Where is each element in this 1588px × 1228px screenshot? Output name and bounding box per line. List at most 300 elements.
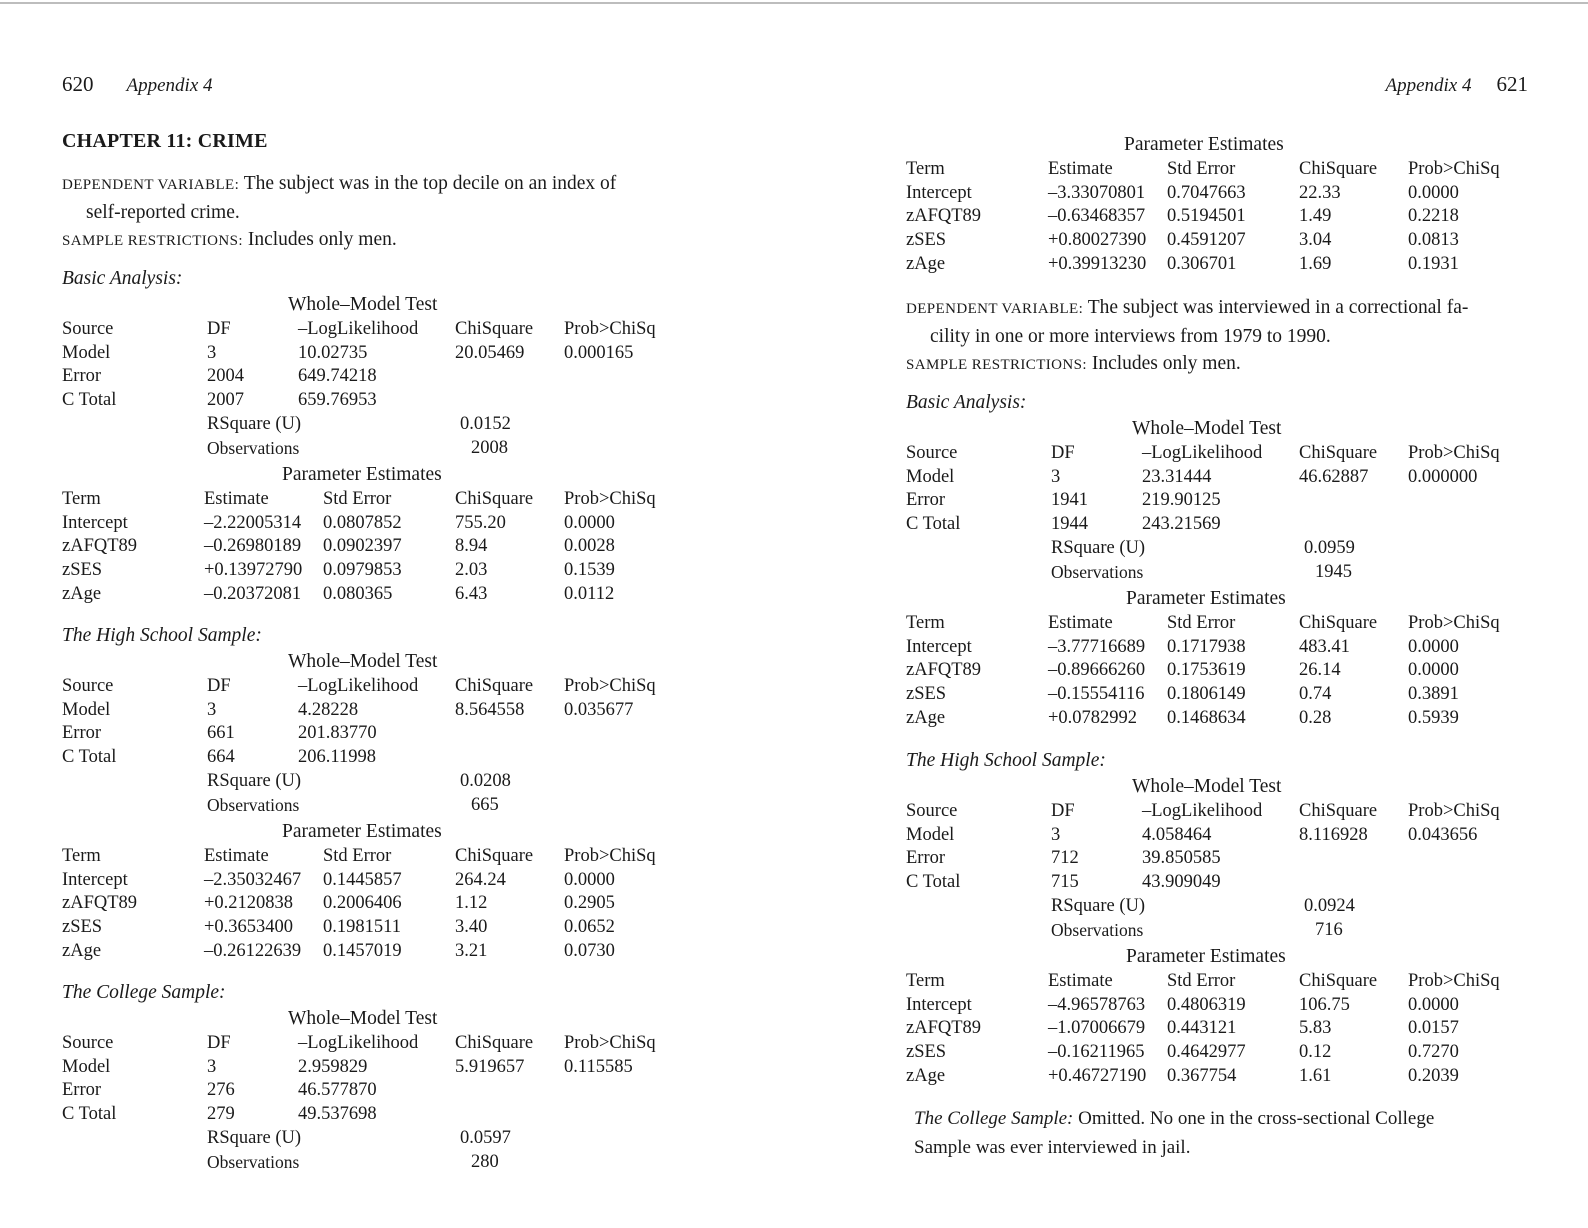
pe-row: [906, 1042, 1546, 1066]
pe-row-cell: –2.22005314: [204, 512, 302, 533]
parameter-estimates-title: Parameter Estimates: [282, 464, 442, 486]
pe-row-cell: 0.0000: [564, 512, 615, 533]
pe-header-row-cell: ChiSquare: [1299, 970, 1378, 991]
pe-row-cell: –3.33070801: [1048, 182, 1146, 203]
rsquare-value: 0.0959: [1304, 537, 1355, 558]
pe-row-cell: zAge: [906, 1065, 946, 1086]
page-number: 620: [62, 72, 94, 96]
sample-restrictions-text: Includes only men.: [1091, 353, 1241, 374]
wm-row-cell: 661: [207, 723, 235, 744]
pe-row-cell: Intercept: [62, 512, 128, 533]
pe-row-cell: 0.7270: [1408, 1042, 1459, 1062]
pe-header-row-cell: Estimate: [204, 845, 269, 866]
wm-header-row-cell: DF: [207, 319, 231, 339]
pe-header-row-cell: Estimate: [1048, 612, 1113, 633]
parameter-estimates-title: Parameter Estimates: [282, 821, 442, 843]
wm-row: [906, 872, 1546, 896]
whole-model-test-title: Whole–Model Test: [288, 1008, 438, 1029]
college-note-title: The College Sample:: [914, 1108, 1074, 1129]
pe-row-cell: Intercept: [62, 869, 128, 890]
pe-row-cell: –0.89666260: [1048, 660, 1146, 681]
pe-header-row: [906, 159, 1546, 183]
pe-row-cell: zSES: [906, 1042, 947, 1062]
pe-row-cell: 0.1931: [1408, 253, 1459, 274]
wm-row-cell: Error: [62, 366, 102, 387]
whole-model-test-title: Whole–Model Test: [288, 294, 438, 315]
pe-row-cell: 0.0028: [564, 536, 615, 557]
wm-header-row-cell: Source: [62, 1033, 114, 1053]
section-title: Basic Analysis:: [906, 392, 1027, 413]
pe-row-cell: 0.5939: [1408, 707, 1459, 728]
pe-row-cell: –0.26980189: [204, 536, 302, 557]
rsquare-value: 0.0152: [460, 413, 511, 434]
wm-header-row: [62, 1033, 702, 1057]
pe-row-cell: 0.3891: [1408, 684, 1459, 704]
pe-row-cell: zSES: [906, 230, 947, 251]
pe-row: [62, 560, 702, 584]
college-note-text: Omitted. No one in the cross-sectional College: [1078, 1108, 1435, 1129]
pe-row-cell: zAge: [62, 940, 102, 961]
right-page: [906, 0, 1536, 1228]
pe-header-row: [62, 846, 702, 870]
pe-row-cell: –0.16211965: [1048, 1042, 1145, 1062]
pe-row-cell: 0.080365: [323, 583, 393, 604]
rsquare-row: [906, 538, 1546, 562]
pe-row-cell: 264.24: [455, 869, 506, 890]
observations-value: 1945: [1315, 561, 1352, 582]
pe-row-cell: 0.4806319: [1167, 994, 1246, 1015]
pe-row-cell: 755.20: [455, 512, 506, 533]
wm-row-cell: 4.058464: [1142, 824, 1212, 845]
pe-row-cell: 0.1539: [564, 560, 615, 580]
wm-row-cell: 8.564558: [455, 699, 525, 720]
wm-header-row-cell: –LogLikelihood: [298, 1033, 419, 1053]
wm-row-cell: Error: [906, 848, 946, 869]
pe-header-row-cell: ChiSquare: [1299, 612, 1378, 633]
wm-row-cell: 46.62887: [1299, 466, 1369, 487]
pe-row: [62, 917, 702, 941]
pe-row: [906, 1018, 1546, 1042]
wm-row-cell: Model: [62, 699, 111, 720]
pe-header-row: [906, 971, 1546, 995]
wm-row-cell: 2004: [207, 366, 244, 387]
wm-row-cell: C Total: [906, 514, 961, 535]
pe-row-cell: 0.2039: [1408, 1065, 1459, 1086]
pe-row-cell: –1.07006679: [1048, 1018, 1146, 1039]
pe-row-cell: 0.0807852: [323, 512, 402, 533]
pe-row-cell: 0.5194501: [1167, 206, 1246, 227]
pe-row-cell: 6.43: [455, 583, 488, 604]
wm-row: [62, 747, 702, 771]
pe-row: [906, 708, 1546, 732]
section-title: The High School Sample:: [62, 625, 262, 646]
pe-row-cell: 0.0730: [564, 940, 615, 961]
pe-header-row-cell: Estimate: [204, 488, 269, 509]
pe-header-row-cell: Term: [62, 488, 101, 509]
wm-row-cell: 219.90125: [1142, 490, 1221, 511]
pe-row: [62, 870, 702, 894]
pe-row: [62, 893, 702, 917]
wm-header-row-cell: ChiSquare: [455, 676, 534, 696]
wm-row: [906, 825, 1546, 849]
pe-row-cell: 0.0112: [564, 583, 615, 604]
pe-header-row-cell: Prob>ChiSq: [564, 845, 656, 866]
dependent-variable-text-cont: cility in one or more interviews from 1979 to 1990.: [930, 326, 1331, 347]
wm-row-cell: C Total: [62, 747, 117, 768]
wm-row-cell: 664: [207, 747, 235, 768]
pe-row: [906, 660, 1546, 684]
pe-header-row-cell: Estimate: [1048, 970, 1113, 991]
dependent-variable-text: The subject was interviewed in a correctional fa-: [1087, 297, 1469, 318]
pe-row: [906, 637, 1546, 661]
pe-header-row-cell: Std Error: [323, 488, 392, 509]
wm-row-cell: 712: [1051, 848, 1079, 869]
pe-row: [906, 206, 1546, 230]
pe-row-cell: –0.15554116: [1048, 684, 1145, 704]
pe-row-cell: Intercept: [906, 636, 972, 657]
pe-row-cell: 5.83: [1299, 1018, 1332, 1039]
pe-row-cell: 0.1445857: [323, 869, 402, 890]
pe-row: [906, 684, 1546, 708]
pe-row-cell: zAFQT89: [906, 206, 982, 227]
pe-header-row: [906, 613, 1546, 637]
wm-header-row-cell: Source: [906, 443, 958, 463]
pe-header-row-cell: Prob>ChiSq: [1408, 159, 1500, 179]
pe-row-cell: 0.1468634: [1167, 707, 1246, 728]
pe-row-cell: 1.49: [1299, 206, 1332, 227]
sample-restrictions-label: SAMPLE RESTRICTIONS:: [62, 233, 243, 249]
observations-label: Observations: [207, 1151, 300, 1172]
pe-header-row-cell: Term: [62, 845, 101, 866]
rsquare-label: RSquare (U): [1051, 537, 1146, 558]
pe-row: [906, 183, 1546, 207]
wm-header-row-cell: ChiSquare: [455, 319, 534, 339]
rsquare-row: [62, 1128, 702, 1152]
wm-row: [62, 1080, 702, 1104]
pe-row-cell: 3.21: [455, 940, 488, 961]
pe-row-cell: zAge: [906, 253, 946, 274]
dependent-variable-text-cont: self-reported crime.: [86, 202, 240, 223]
pe-header-row-cell: ChiSquare: [1299, 159, 1378, 179]
pe-row-cell: 8.94: [455, 536, 488, 557]
parameter-estimates-title: Parameter Estimates: [1126, 588, 1286, 610]
wm-header-row-cell: Prob>ChiSq: [564, 319, 656, 339]
wm-header-row: [62, 676, 702, 700]
wm-header-row-cell: ChiSquare: [455, 1033, 534, 1053]
pe-row-cell: Intercept: [906, 994, 972, 1015]
pe-row-cell: 3.04: [1299, 230, 1332, 251]
pe-row-cell: +0.39913230: [1048, 253, 1147, 274]
wm-row-cell: 46.577870: [298, 1080, 377, 1101]
wm-header-row-cell: –LogLikelihood: [298, 676, 419, 696]
wm-row-cell: 201.83770: [298, 723, 377, 744]
pe-row: [906, 230, 1546, 254]
observations-value: 2008: [471, 437, 508, 458]
pe-header-row-cell: Std Error: [1167, 612, 1236, 633]
wm-row-cell: 43.909049: [1142, 872, 1221, 893]
pe-row-cell: 1.69: [1299, 253, 1332, 274]
wm-row-cell: 649.74218: [298, 366, 377, 387]
pe-row-cell: –0.26122639: [204, 940, 302, 961]
pe-header-row-cell: Std Error: [323, 845, 392, 866]
sample-restrictions-text: Includes only men.: [247, 229, 397, 250]
wm-header-row-cell: Prob>ChiSq: [1408, 443, 1500, 463]
pe-row-cell: zSES: [906, 684, 947, 704]
rsquare-row: [62, 771, 702, 795]
wm-header-row-cell: DF: [207, 676, 231, 696]
wm-row-cell: 5.919657: [455, 1056, 525, 1077]
wm-row-cell: 206.11998: [298, 747, 376, 768]
wm-row-cell: 3: [207, 342, 217, 363]
parameter-estimates-title: Parameter Estimates: [1124, 134, 1284, 155]
wm-header-row-cell: Source: [62, 319, 114, 339]
observations-row: [62, 1152, 702, 1176]
pe-row-cell: 0.306701: [1167, 253, 1237, 274]
pe-row-cell: zAFQT89: [62, 893, 138, 914]
wm-row-cell: 3: [207, 699, 217, 720]
wm-header-row-cell: Prob>ChiSq: [564, 1033, 656, 1053]
pe-header-row-cell: Term: [906, 159, 945, 179]
wm-row: [62, 700, 702, 724]
wm-header-row-cell: Source: [906, 801, 958, 821]
pe-row-cell: +0.13972790: [204, 560, 303, 580]
rsquare-value: 0.0924: [1304, 895, 1355, 916]
pe-row-cell: +0.0782992: [1048, 707, 1138, 728]
observations-row: [62, 438, 702, 462]
pe-header-row-cell: Term: [906, 612, 945, 633]
section-title: The High School Sample:: [906, 750, 1106, 771]
pe-header-row-cell: Term: [906, 970, 945, 991]
pe-row-cell: zAge: [906, 707, 946, 728]
wm-row-cell: Model: [62, 342, 111, 363]
pe-row-cell: zSES: [62, 560, 103, 580]
chapter-title: CHAPTER 11: CRIME: [62, 130, 268, 152]
wm-row: [906, 467, 1546, 491]
wm-header-row-cell: Prob>ChiSq: [564, 676, 656, 696]
running-head: Appendix 4: [1385, 75, 1472, 96]
wm-row-cell: 10.02735: [298, 342, 368, 363]
pe-row-cell: 0.0813: [1408, 230, 1459, 251]
wm-row: [62, 723, 702, 747]
wm-row-cell: C Total: [906, 872, 961, 893]
pe-row-cell: 0.0000: [1408, 994, 1459, 1015]
pe-row-cell: zAFQT89: [906, 1018, 982, 1039]
pe-row-cell: 2.03: [455, 560, 488, 580]
wm-row: [906, 848, 1546, 872]
dependent-variable-label: DEPENDENT VARIABLE:: [62, 177, 240, 193]
pe-row-cell: +0.2120838: [204, 893, 294, 914]
pe-row-cell: 0.0902397: [323, 536, 402, 557]
dependent-variable-paragraph: [906, 294, 1468, 351]
pe-row-cell: 0.1457019: [323, 940, 402, 961]
pe-row-cell: 1.61: [1299, 1065, 1332, 1086]
wm-row-cell: 3: [1051, 466, 1061, 487]
pe-row-cell: zAge: [62, 583, 102, 604]
pe-row-cell: 0.0000: [1408, 660, 1459, 681]
pe-row-cell: 0.1717938: [1167, 636, 1246, 657]
pe-row: [906, 1066, 1546, 1090]
wm-row: [62, 1104, 702, 1128]
pe-header-row-cell: Prob>ChiSq: [1408, 612, 1500, 633]
wm-row-cell: 3: [1051, 824, 1061, 845]
wm-row-cell: 0.043656: [1408, 824, 1478, 845]
pe-row-cell: 0.1981511: [323, 917, 401, 937]
pe-row: [906, 995, 1546, 1019]
pe-row-cell: 0.0979853: [323, 560, 402, 580]
wm-row-cell: 276: [207, 1080, 235, 1101]
wm-header-row-cell: –LogLikelihood: [298, 319, 419, 339]
pe-row-cell: +0.3653400: [204, 917, 294, 937]
pe-row: [62, 584, 702, 608]
wm-row-cell: 8.116928: [1299, 824, 1368, 845]
observations-label: Observations: [207, 437, 300, 458]
pe-row-cell: zSES: [62, 917, 103, 937]
wm-row-cell: C Total: [62, 390, 117, 411]
pe-row-cell: 0.0652: [564, 917, 615, 937]
pe-row: [62, 536, 702, 560]
wm-header-row-cell: DF: [1051, 443, 1075, 463]
pe-row-cell: –2.35032467: [204, 869, 302, 890]
observations-value: 280: [471, 1151, 499, 1172]
wm-row-cell: 1944: [1051, 514, 1088, 535]
left-page-header: [62, 72, 213, 97]
pe-header-row: [62, 489, 702, 513]
dependent-variable-label: DEPENDENT VARIABLE:: [906, 301, 1084, 317]
dependent-variable-text: The subject was in the top decile on an index of: [243, 173, 617, 194]
wm-row-cell: 715: [1051, 872, 1079, 893]
wm-header-row: [906, 443, 1546, 467]
pe-row-cell: 106.75: [1299, 994, 1350, 1015]
dependent-variable-paragraph: [62, 170, 616, 227]
pe-row-cell: 0.28: [1299, 707, 1332, 728]
wm-row-cell: Model: [62, 1056, 111, 1077]
observations-value: 665: [471, 794, 499, 815]
sample-restrictions-label: SAMPLE RESTRICTIONS:: [906, 357, 1087, 373]
pe-header-row-cell: Prob>ChiSq: [1408, 970, 1500, 991]
sample-restrictions-paragraph: [906, 350, 1241, 379]
pe-row-cell: +0.80027390: [1048, 230, 1147, 251]
wm-row-cell: 3: [207, 1056, 217, 1077]
observations-label: Observations: [1051, 561, 1144, 582]
wm-row: [906, 490, 1546, 514]
pe-row-cell: 0.2006406: [323, 893, 402, 914]
section-title: Basic Analysis:: [62, 268, 183, 289]
observations-row: [62, 795, 702, 819]
wm-row-cell: 0.000165: [564, 342, 634, 363]
pe-header-row-cell: Estimate: [1048, 159, 1113, 179]
wm-header-row-cell: Source: [62, 676, 114, 696]
wm-row-cell: 20.05469: [455, 342, 525, 363]
wm-row-cell: 2.959829: [298, 1056, 368, 1077]
pe-row-cell: 0.74: [1299, 684, 1332, 704]
wm-row-cell: C Total: [62, 1104, 117, 1125]
pe-row-cell: 0.1753619: [1167, 660, 1246, 681]
wm-row-cell: Error: [906, 490, 946, 511]
wm-row-cell: 243.21569: [1142, 514, 1221, 535]
college-sample-note: [914, 1104, 1514, 1162]
pe-row-cell: 0.12: [1299, 1042, 1332, 1062]
pe-header-row-cell: Std Error: [1167, 970, 1236, 991]
pe-row-cell: 0.2218: [1408, 206, 1459, 227]
wm-row: [906, 514, 1546, 538]
pe-row-cell: –3.77716689: [1048, 636, 1146, 657]
pe-row-cell: –4.96578763: [1048, 994, 1146, 1015]
wm-row-cell: 49.537698: [298, 1104, 377, 1125]
pe-row: [906, 254, 1546, 278]
pe-row-cell: zAFQT89: [906, 660, 982, 681]
pe-row-cell: 0.1806149: [1167, 684, 1246, 704]
pe-row-cell: 0.0000: [564, 869, 615, 890]
left-page: [62, 0, 702, 1228]
wm-row-cell: 2007: [207, 390, 244, 411]
pe-row-cell: 1.12: [455, 893, 488, 914]
parameter-estimates-title: Parameter Estimates: [1126, 946, 1286, 968]
wm-header-row-cell: DF: [1051, 801, 1075, 821]
wm-row-cell: 0.115585: [564, 1056, 633, 1077]
rsquare-label: RSquare (U): [207, 413, 302, 434]
rsquare-row: [62, 414, 702, 438]
pe-row-cell: 0.443121: [1167, 1018, 1237, 1039]
pe-row-cell: zAFQT89: [62, 536, 138, 557]
pe-row-cell: 22.33: [1299, 182, 1341, 203]
pe-header-row-cell: Prob>ChiSq: [564, 488, 656, 509]
pe-row-cell: 0.2905: [564, 893, 615, 914]
pe-row-cell: 0.0000: [1408, 636, 1459, 657]
pe-row-cell: –0.63468357: [1048, 206, 1146, 227]
wm-row: [62, 1057, 702, 1081]
observations-label: Observations: [207, 794, 300, 815]
pe-row-cell: –0.20372081: [204, 583, 302, 604]
wm-header-row-cell: DF: [207, 1033, 231, 1053]
wm-header-row-cell: –LogLikelihood: [1142, 801, 1263, 821]
observations-row: [906, 562, 1546, 586]
pe-row-cell: 0.4642977: [1167, 1042, 1246, 1062]
pe-header-row-cell: ChiSquare: [455, 488, 534, 509]
wm-header-row: [62, 319, 702, 343]
college-note-text-cont: Sample was ever interviewed in jail.: [914, 1137, 1191, 1158]
wm-row-cell: 659.76953: [298, 390, 377, 411]
wm-row-cell: Error: [62, 1080, 102, 1101]
pe-row-cell: 0.0000: [1408, 182, 1459, 203]
wm-row-cell: 0.035677: [564, 699, 634, 720]
wm-row: [62, 343, 702, 367]
pe-row-cell: 0.0157: [1408, 1018, 1459, 1039]
rsquare-value: 0.0597: [460, 1127, 511, 1148]
pe-row-cell: 0.367754: [1167, 1065, 1237, 1086]
pe-row-cell: 0.7047663: [1167, 182, 1246, 203]
wm-row: [62, 390, 702, 414]
observations-value: 716: [1315, 919, 1343, 940]
wm-row-cell: 0.000000: [1408, 466, 1478, 487]
wm-row-cell: Error: [62, 723, 102, 744]
rsquare-label: RSquare (U): [1051, 895, 1146, 916]
wm-header-row-cell: ChiSquare: [1299, 801, 1378, 821]
whole-model-test-title: Whole–Model Test: [288, 651, 438, 672]
whole-model-test-title: Whole–Model Test: [1132, 776, 1282, 797]
wm-header-row: [906, 801, 1546, 825]
pe-row-cell: 483.41: [1299, 636, 1350, 657]
pe-row: [62, 513, 702, 537]
pe-row-cell: 0.4591207: [1167, 230, 1246, 251]
wm-header-row-cell: ChiSquare: [1299, 443, 1378, 463]
pe-row-cell: 3.40: [455, 917, 488, 937]
running-head: Appendix 4: [126, 75, 213, 96]
wm-row-cell: 39.850585: [1142, 848, 1221, 869]
pe-header-row-cell: Std Error: [1167, 159, 1236, 179]
wm-row-cell: Model: [906, 466, 955, 487]
wm-header-row-cell: Prob>ChiSq: [1408, 801, 1500, 821]
wm-row-cell: Model: [906, 824, 955, 845]
